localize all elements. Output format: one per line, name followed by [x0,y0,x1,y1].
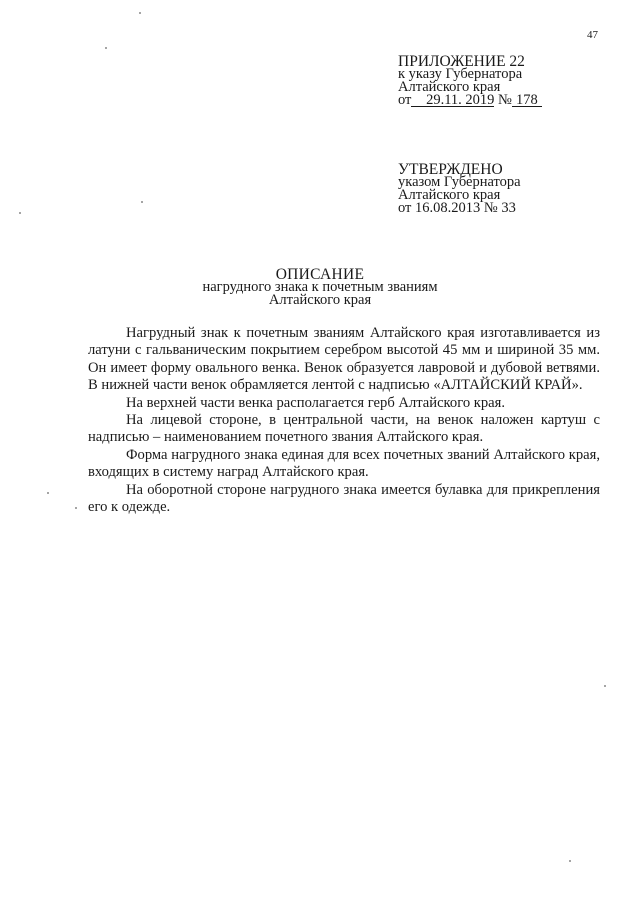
appendix-header [398,55,542,107]
approved-line-date: от 16.08.2013 № 33 [398,200,516,216]
scan-speck [19,212,21,214]
appendix-number-sign: № [498,92,512,108]
document-body [88,325,600,516]
document-title [0,268,640,307]
scan-speck [604,685,606,687]
appendix-number: 178 [512,94,542,107]
scan-speck [47,492,49,494]
paragraph-top-part: На верхней части венка располагается герб Алтайского края. [126,394,505,411]
scan-speck [569,860,571,862]
paragraph-back-side: На оборотной стороне нагрудного знака имеется булавка для прикрепления его к одежде. [88,481,600,516]
approved-title: УТВЕРЖДЕНО [398,161,503,178]
paragraph-description: Нагрудный знак к почетным званиям Алтайского края изготавливается из латуни с гальваническим покрытием серебром высотой 45 мм и шириной 35 мм. Он имеет форму овального венка. Венок образуется лавровой и дубовой ветвями. В нижней части венок обрамляется лентой с надписью «АЛТАЙСКИЙ КРАЙ». [88,325,600,394]
appendix-line-decree: к указу Губернатора [398,66,523,82]
scan-speck [75,507,77,509]
paragraph-front-side: На лицевой стороне, в центральной части, на венок наложен картуш с надписью – наименованием почетного звания Алтайского края. [88,412,600,446]
page-number: 47 [587,29,598,41]
approved-line-decree: указом Губернатора [398,174,521,190]
appendix-date: 29.11. 2019 [411,94,494,107]
appendix-title: ПРИЛОЖЕНИЕ 22 [398,53,525,70]
scan-speck [105,47,107,49]
title-heading: ОПИСАНИЕ [275,266,365,283]
scan-speck [141,201,143,203]
scan-speck [139,12,141,14]
paragraph-uniform-shape: Форма нагрудного знака единая для всех почетных званий Алтайского края, входящих в систему наград Алтайского края. [88,446,600,481]
approved-header [398,163,521,215]
appendix-from-label: от [398,92,412,108]
title-line-region: Алтайского края [268,292,372,308]
approved-line-region: Алтайского края [398,187,501,203]
appendix-date-line [398,94,542,107]
appendix-line-region: Алтайского края [398,79,501,95]
title-line-subject: нагрудного знака к почетным званиям [202,279,438,295]
